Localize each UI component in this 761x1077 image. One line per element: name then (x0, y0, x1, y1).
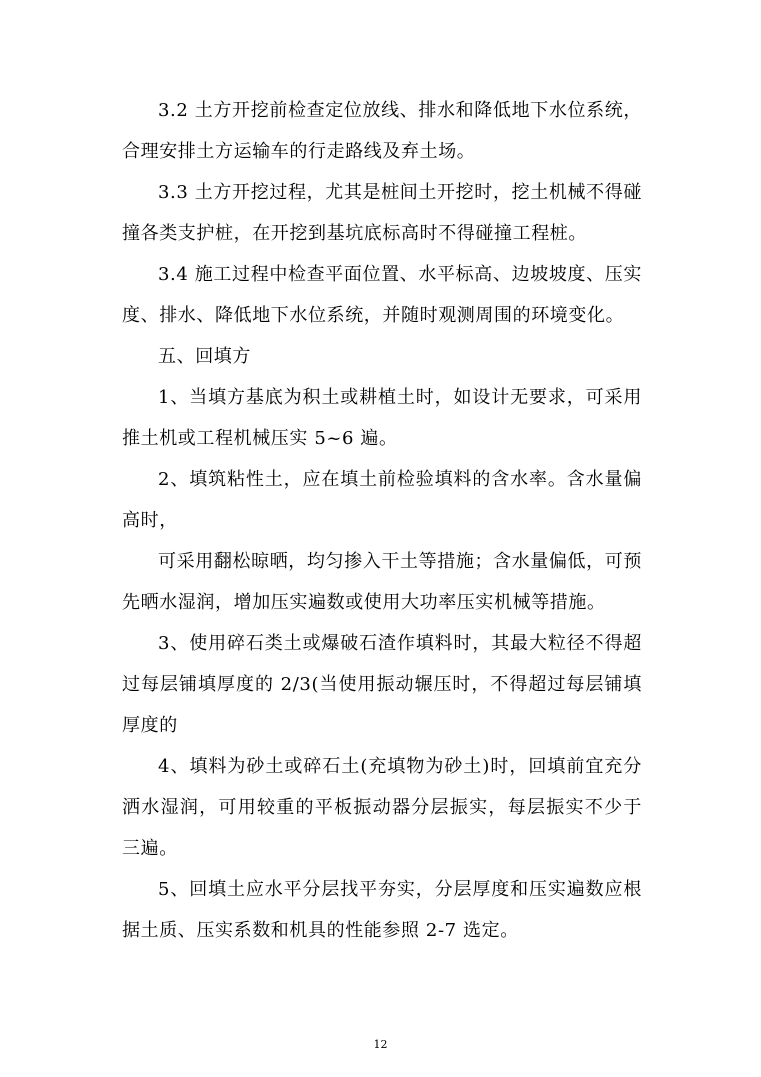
paragraph-3-4: 3.4 施工过程中检查平面位置、水平标高、边坡坡度、压实度、排水、降低地下水位系统，并随时观测周围的环境变化。 (122, 264, 642, 326)
paragraph-3-3: 3.3 土方开挖过程，尤其是桩间土开挖时，挖土机械不得碰撞各类支护桩，在开挖到基坑底标高时不得碰撞工程桩。 (122, 182, 642, 244)
paragraph-item-3: 3、使用碎石类土或爆破石渣作填料时，其最大粒径不得超过每层铺填厚度的 2/3(当使用振动辗压时，不得超过每层铺填厚度的 (122, 633, 642, 736)
paragraph-item-1: 1、当填方基底为积土或耕植土时，如设计无要求，可采用推土机或工程机械压实 5~6 遍。 (122, 387, 642, 449)
page-number: 12 (373, 1038, 388, 1051)
body-text (122, 90, 642, 951)
paragraph-item-2: 2、填筑粘性土，应在填土前检验填料的含水率。含水量偏高时， (122, 469, 642, 531)
paragraph-item-4: 4、填料为砂土或碎石土(充填物为砂土)时，回填前宜充分洒水湿润，可用较重的平板振动器分层振实，每层振实不少于三遍。 (122, 756, 642, 859)
paragraph-item-5: 5、回填土应水平分层找平夯实，分层厚度和压实遍数应根据土质、压实系数和机具的性能参照 2-7 选定。 (122, 879, 642, 941)
section-heading-backfill: 五、回填方 (158, 346, 251, 367)
paragraph-item-2-continued: 可采用翻松晾晒，均匀掺入干土等措施；含水量偏低，可预先晒水湿润，增加压实遍数或使用大功率压实机械等措施。 (122, 551, 642, 613)
paragraph-3-2: 3.2 土方开挖前检查定位放线、排水和降低地下水位系统，合理安排土方运输车的行走路线及弃土场。 (122, 100, 642, 162)
